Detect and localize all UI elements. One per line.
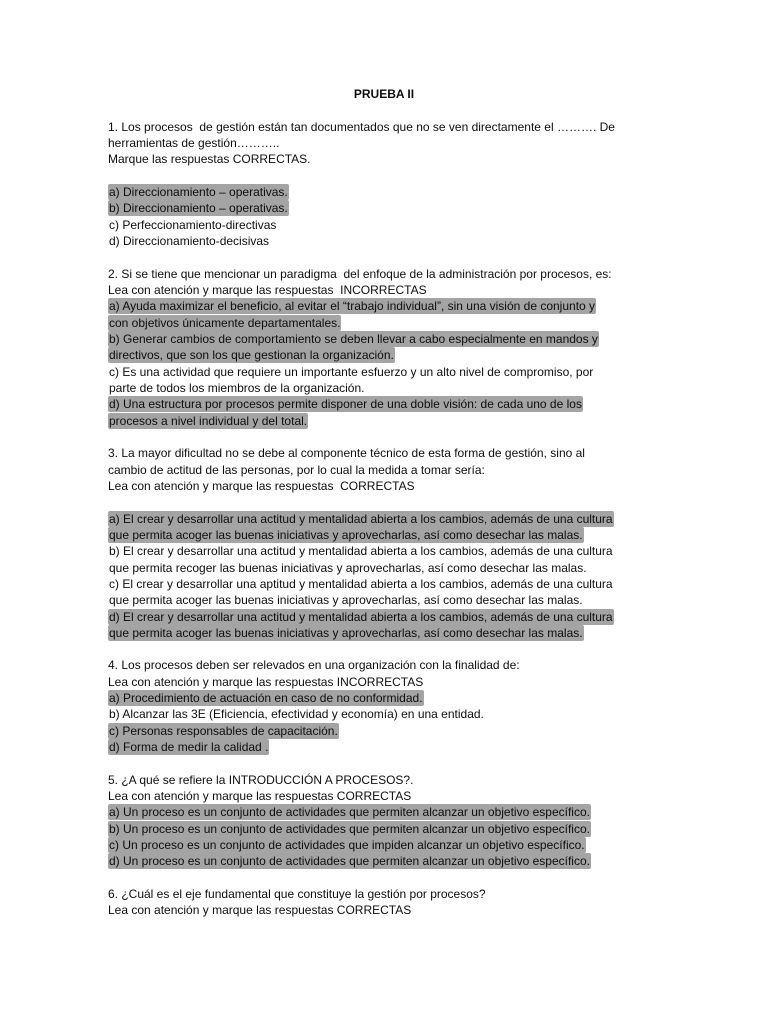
q5-option-d-text: d) Un proceso es un conjunto de actividades que permiten alcanzar un objetivo específico. <box>109 854 590 869</box>
q4-option-d <box>108 739 748 755</box>
q3-option-d-text-2: que permita acoger las buenas iniciativas y aprovecharlas, así como desechar las malas. <box>109 625 583 640</box>
document-page <box>108 86 748 919</box>
blank-line <box>108 494 748 510</box>
q5-option-a <box>108 804 748 820</box>
q1-prompt-line-1: 1. Los procesos de gestión están tan documentados que no se ven directamente el ………. De <box>108 119 615 134</box>
q4-option-d-text: d) Forma de medir la calidad . <box>109 740 269 755</box>
q5-option-b <box>108 821 748 837</box>
blank-line <box>108 102 748 118</box>
q2-option-b-text-2: directivos, que son los que gestionan la organización. <box>109 348 394 363</box>
blank-line <box>108 249 748 265</box>
q2-option-d-line-2 <box>108 413 748 429</box>
q4-option-c <box>108 723 748 739</box>
q5-prompt-line-1: 5. ¿A qué se refiere la INTRODUCCIÓN A PROCESOS?. <box>108 772 414 787</box>
q4-option-b <box>108 706 748 722</box>
blank-line <box>108 641 748 657</box>
q2-option-c-line-1 <box>108 364 748 380</box>
q2-option-a-text-1: a) Ayuda maximizar el beneficio, al evitar el “trabajo individual”, sin una visión de conjunto y <box>109 299 596 314</box>
q2-option-b-line-2 <box>108 347 748 363</box>
q2-option-a-text-2: con objetivos únicamente departamentales. <box>109 315 341 330</box>
q5-option-a-text: a) Un proceso es un conjunto de actividades que permiten alcanzar un objetivo específico. <box>109 805 590 820</box>
q3-option-d-line-2 <box>108 625 748 641</box>
q2-option-b-text-1: b) Generar cambios de comportamiento se deben llevar a cabo especialmente en mandos y <box>109 331 598 346</box>
q3-option-a-line-2 <box>108 527 748 543</box>
q2-option-a-line-2 <box>108 315 748 331</box>
q3-prompt-line-1: 3. La mayor dificultad no se debe al componente técnico de esta forma de gestión, sino al <box>108 446 585 461</box>
q5-option-d <box>108 853 748 869</box>
q4-option-a-text: a) Procedimiento de actuación en caso de no conformidad. <box>109 691 423 706</box>
q1-option-b-text: b) Direccionamiento – operativas. <box>109 201 288 216</box>
q3-option-c-line-2 <box>108 592 748 608</box>
q6-instruction: Lea con atención y marque las respuestas CORRECTAS <box>108 903 412 918</box>
q2-option-c-line-2 <box>108 380 748 396</box>
q3-option-b-text-1: b) El crear y desarrollar una actitud y mentalidad abierta a los cambios, además de una cultura <box>109 544 613 559</box>
blank-line <box>108 870 748 886</box>
q4-option-b-text: b) Alcanzar las 3E (Eficiencia, efectividad y economía) en una entidad. <box>109 707 484 722</box>
q6-prompt-line-1: 6. ¿Cuál es el eje fundamental que constituye la gestión por procesos? <box>108 887 486 902</box>
q1-option-a <box>108 184 748 200</box>
q2-option-d-text-1: d) Una estructura por procesos permite disponer de una doble visión: de cada uno de los <box>109 397 582 412</box>
q2-option-c-text-2: parte de todos los miembros de la organización. <box>109 380 365 395</box>
q1-option-d <box>108 233 748 249</box>
q2-option-d-text-2: procesos a nivel individual y del total. <box>109 413 308 428</box>
q3-option-d-line-1 <box>108 609 748 625</box>
q4-instruction: Lea con atención y marque las respuestas INCORRECTAS <box>108 674 424 689</box>
q3-prompt-line-2: cambio de actitud de las personas, por lo cual la medida a tomar sería: <box>108 462 485 477</box>
q2-instruction: Lea con atención y marque las respuestas INCORRECTAS <box>108 282 427 297</box>
q3-option-a-text-2: que permita acoger las buenas iniciativas y aprovecharlas, así como desechar las malas. <box>109 527 583 542</box>
q4-option-a <box>108 690 748 706</box>
q1-prompt-line-2: herramientas de gestión……….. <box>108 135 280 150</box>
blank-line <box>108 429 748 445</box>
q2-option-a-line-1 <box>108 298 748 314</box>
q2-prompt-line-1: 2. Si se tiene que mencionar un paradigma del enfoque de la administración por procesos, es: <box>108 266 612 281</box>
q2-option-c-text-1: c) Es una actividad que requiere un importante esfuerzo y un alto nivel de compromiso, por <box>109 364 594 379</box>
q1-option-b <box>108 200 748 216</box>
page-title: PRUEBA II <box>353 87 415 101</box>
q1-instruction: Marque las respuestas CORRECTAS. <box>108 152 311 167</box>
q4-prompt-line-1: 4. Los procesos deben ser relevados en una organización con la finalidad de: <box>108 658 520 673</box>
q1-option-d-text: d) Direccionamiento-decisivas <box>109 233 270 248</box>
q2-option-d-line-1 <box>108 396 748 412</box>
q3-option-b-text-2: que permita recoger las buenas iniciativas y aprovecharlas, así como desechar las malas. <box>109 560 587 575</box>
q5-option-c <box>108 837 748 853</box>
q5-instruction: Lea con atención y marque las respuestas CORRECTAS <box>108 789 412 804</box>
q5-option-c-text: c) Un proceso es un conjunto de actividades que impiden alcanzar un objetivo específico. <box>109 838 585 853</box>
q4-option-c-text: c) Personas responsables de capacitación. <box>109 723 338 738</box>
q2-option-b-line-1 <box>108 331 748 347</box>
q3-option-c-line-1 <box>108 576 748 592</box>
q5-option-b-text: b) Un proceso es un conjunto de actividades que permiten alcanzar un objetivo específico. <box>109 821 590 836</box>
q3-option-a-text-1: a) El crear y desarrollar una actitud y mentalidad abierta a los cambios, además de una cultura <box>109 511 613 526</box>
q3-option-b-line-2 <box>108 560 748 576</box>
q3-option-a-line-1 <box>108 511 748 527</box>
q3-option-c-text-2: que permita acoger las buenas iniciativas y aprovecharlas, así como desechar las malas. <box>109 593 583 608</box>
blank-line <box>108 168 748 184</box>
q1-option-c <box>108 217 748 233</box>
q1-option-a-text: a) Direccionamiento – operativas. <box>109 184 288 199</box>
q1-option-c-text: c) Perfeccionamiento-directivas <box>109 217 277 232</box>
blank-line <box>108 755 748 771</box>
q3-instruction: Lea con atención y marque las respuestas CORRECTAS <box>108 478 415 493</box>
q3-option-c-text-1: c) El crear y desarrollar una aptitud y mentalidad abierta a los cambios, además de una cultura <box>109 576 613 591</box>
q3-option-d-text-1: d) El crear y desarrollar una actitud y mentalidad abierta a los cambios, además de una cultura <box>109 609 613 624</box>
q3-option-b-line-1 <box>108 543 748 559</box>
